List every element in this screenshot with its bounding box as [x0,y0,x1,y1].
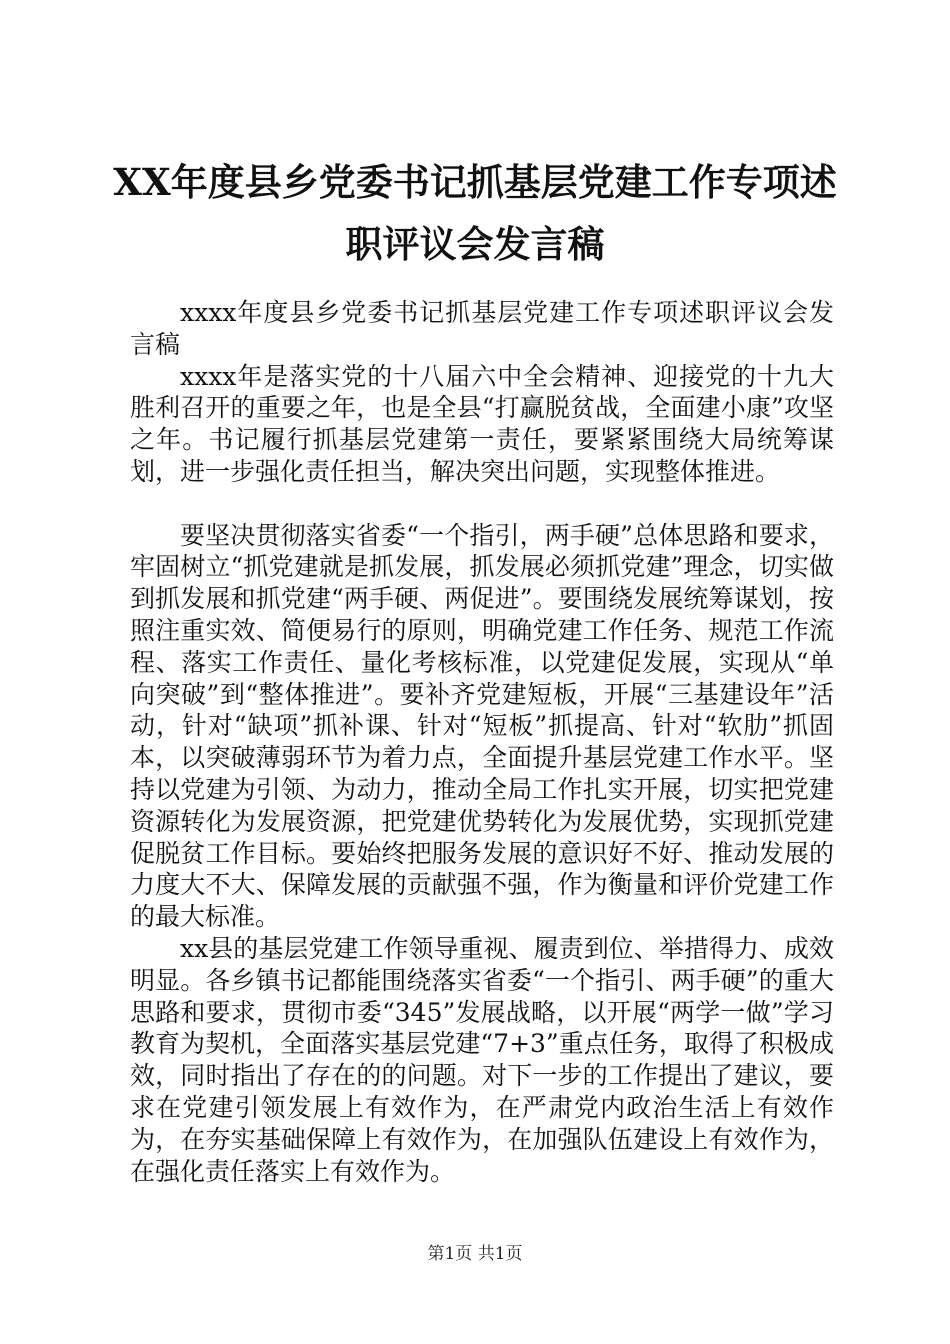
document-title-line-1: XX年度县乡党委书记抓基层党建工作专项述 [113,160,837,204]
paragraph-intro: xxxx年是落实党的十八届六中全会精神、迎接党的十九大胜利召开的重要之年，也是全县“打赢脱贫战，全面建小康”攻坚之年。书记履行抓基层党建第一责任，要紧紧围绕大局统筹谋划，进一步强化责任担当，解决突出问题，实现整体推进。 [130,361,834,486]
paragraph-summary: xx县的基层党建工作领导重视、履责到位、举措得力、成效明显。各乡镇书记都能围绕落实省委“一个指引、两手硬”的重大思路和要求，贯彻市委“345”发展战略，以开展“两学一做”学习教育为契机，全面落实基层党建“7+3”重点任务，取得了积极成效，同时指出了存在的的问题。对下一步的工作提出了建议，要求在党建引领发展上有效作为，在严肃党内政治生活上有效作为，在夯实基础保障上有效作为，在加强队伍建设上有效作为，在强化责任落实上有效作为。 [130,933,834,1186]
document-body [130,297,834,1187]
paragraph-requirements: 要坚决贯彻落实省委“一个指引，两手硬”总体思路和要求，牢固树立“抓党建就是抓发展，抓发展必须抓党建”理念，切实做到抓发展和抓党建“两手硬、两促进”。要围绕发展统筹谋划，按照注重实效、简便易行的原则，明确党建工作任务、规范工作流程、落实工作责任、量化考核标准，以党建促发展，实现从“单向突破”到“整体推进”。要补齐党建短板，开展“三基建设年”活动，针对“缺项”抓补课、针对“短板”抓提高、针对“软肋”抓固本，以突破薄弱环节为着力点，全面提升基层党建工作水平。坚持以党建为引领、为动力，推动全局工作扎实开展，切实把党建资源转化为发展资源，把党建优势转化为发展优势，实现抓党建促脱贫工作目标。要始终把服务发展的意识好不好、推动发展的力度大不大、保障发展的贡献强不强，作为衡量和评价党建工作的最大标准。 [130,520,834,932]
page-footer: 第1页 共1页 [427,1244,523,1264]
paragraph-subtitle: xxxx年度县乡党委书记抓基层党建工作专项述职评议会发言稿 [130,298,834,359]
document-title-line-2: 职评议会发言稿 [345,222,605,266]
